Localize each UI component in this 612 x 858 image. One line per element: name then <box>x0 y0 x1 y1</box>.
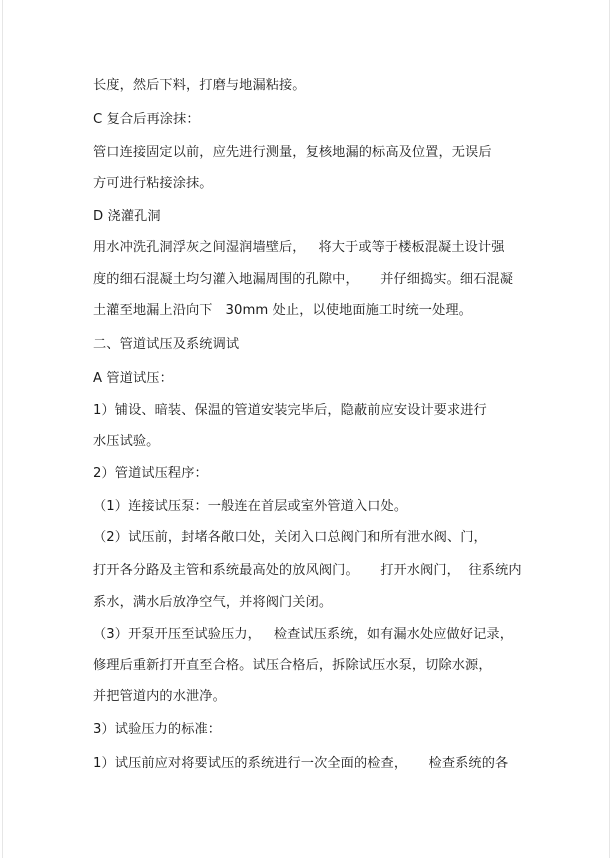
text-line: 土灌至地漏上沿向下 30mm 处止，以使地面施工时统一处理。 <box>93 303 472 318</box>
text-line: 度的细石混凝土均匀灌入地漏周围的孔隙中， 并仔细捣实。细石混凝 <box>93 272 514 287</box>
text-line: （3）开泵开压至试验压力， 检查试压系统，如有漏水处应做好记录， <box>93 627 513 642</box>
section-heading: D 浇灌孔洞 <box>93 209 161 224</box>
text-line: 并把管道内的水泄净。 <box>93 689 226 704</box>
section-heading: A 管道试压： <box>93 371 173 386</box>
page-edge-left <box>2 0 3 858</box>
page-edge-right <box>609 0 610 858</box>
text-line: 管口连接固定以前，应先进行测量，复核地漏的标高及位置，无误后 <box>93 145 492 160</box>
section-heading: 2）管道试压程序： <box>93 466 208 481</box>
text-line: 水压试验。 <box>93 434 160 449</box>
text-line: 打开各分路及主管和系统最高处的放风阀门。 打开水阀门， 往系统内 <box>93 563 522 578</box>
text-line: 修理后重新打开直至合格。试压合格后，拆除试压水泵，切除水源， <box>93 658 492 673</box>
section-heading: C 复合后再涂抹： <box>93 112 200 127</box>
text-line: 方可进行粘接涂抹。 <box>93 176 213 191</box>
text-line: （2）试压前，封堵各敞口处，关闭入口总阀门和所有泄水阀、门， <box>93 530 487 545</box>
text-line: 长度，然后下料，打磨与地漏粘接。 <box>93 78 306 93</box>
text-line: 1）试压前应对将要试压的系统进行一次全面的检查， 检查系统的各 <box>93 756 509 771</box>
section-heading: 二、管道试压及系统调试 <box>93 337 240 352</box>
text-line: 系水，满水后放净空气，并将阀门关闭。 <box>93 595 333 610</box>
text-line: 用水冲洗孔洞浮灰之间湿润墙壁后， 将大于或等于楼板混凝土设计强 <box>93 240 505 255</box>
text-line: （1）连接试压泵：一般连在首层或室外管道入口处。 <box>93 499 408 514</box>
text-line: 1）铺设、暗装、保温的管道安装完毕后，隐蔽前应安设计要求进行 <box>93 403 487 418</box>
section-heading: 3）试验压力的标准： <box>93 722 222 737</box>
